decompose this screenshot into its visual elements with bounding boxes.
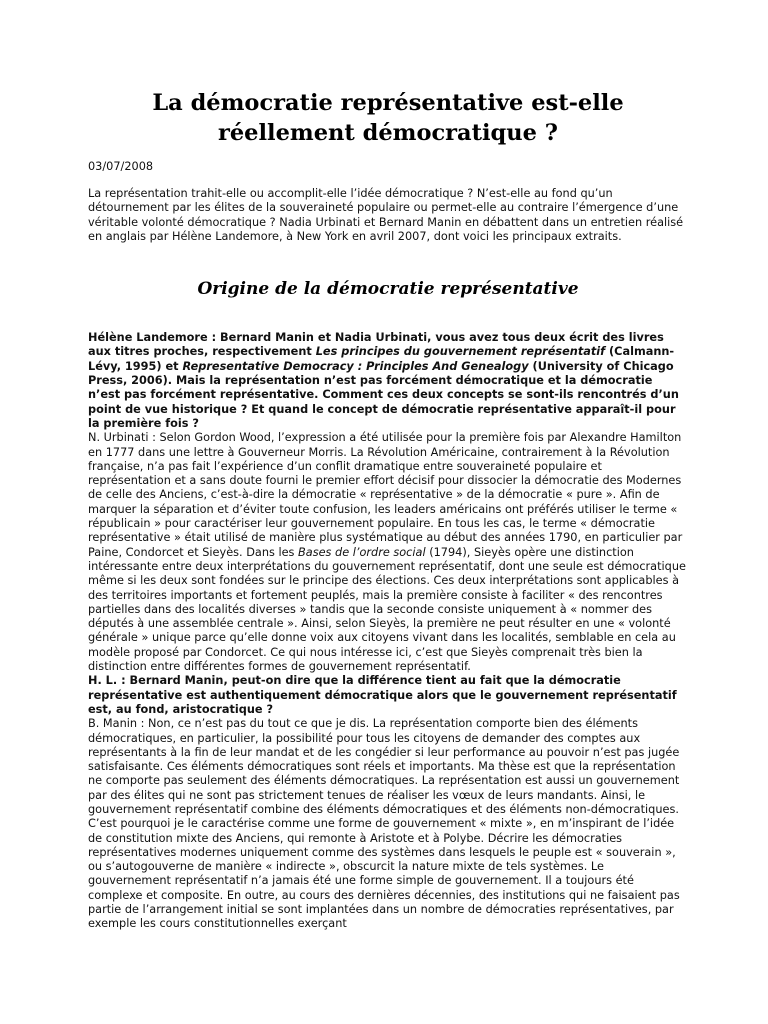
answer-1-text: (1794), Sieyès opère une distinction intéressante entre deux interprétations du gouvernement représentatif, dont une seule est démocratique même si les deux sont fondées sur le principe des élections. Ces deux interprétations sont applicables à des territoires importants et fortement peuplés, mais la première consiste à faciliter « des rencontres partielles dans des localités diverses » tandis que la seconde consiste uniquement à « nommer des députés à une assemblée centrale ». Ainsi, selon Sieyès, la première ne peut résulter en une « volonté générale » unique parce qu’elle donne voix aux citoyens vivant dans les localités, semblable en cela au modèle proposé par Condorcet. Ce qui nous intéresse ici, c’est que Sieyès comprenait très bien la distinction entre différentes formes de gouvernement représentatif. xyxy=(88,545,686,674)
article-title: La démocratie représentative est-elle réellement démocratique ? xyxy=(152,90,624,146)
question-1-text: Hélène Landemore : Bernard Manin et Nadia Urbinati, vous avez tous deux écrit des livres aux titres proches, respectivement xyxy=(88,331,664,359)
question-1-text: (University of Chicago Press, 2006). Mais la représentation n’est pas forcément démocratique et la démocratie n’est pas forcément représentative. Comment ces deux concepts se sont-ils rencontrés d’un point de vue historique ? Et quand le concept de démocratie représentative apparaît-il pour la première fois ? xyxy=(88,359,679,430)
book-title-sieyes: Bases de l’ordre social xyxy=(298,545,426,559)
question-1-text: (Calmann-Lévy, 1995) et xyxy=(88,345,675,373)
book-title-urbinati: Representative Democracy : Principles And Genealogy xyxy=(182,359,529,373)
intro-paragraph: La représentation trahit-elle ou accomplit-elle l’idée démocratique ? N’est-elle au fond qu’un détournement par les élites de la souveraineté populaire ou permet-elle au contraire l’émergence d’une véritable volonté démocratique ? Nadia Urbinati et Bernard Manin en débattent dans un entretien réalisé en anglais par Hélène Landemore, à New York en avril 2007, dont voici les principaux extraits. xyxy=(88,187,684,243)
question-2: H. L. : Bernard Manin, peut-on dire que la différence tient au fait que la démocratie représentative est authentiquement démocratique alors que le gouvernement représentatif est, au fond, aristocratique ? xyxy=(88,674,677,716)
answer-1 xyxy=(88,431,688,674)
publication-date: 03/07/2008 xyxy=(88,160,154,173)
answer-1-text: N. Urbinati : Selon Gordon Wood, l’expression a été utilisée pour la première fois par Alexandre Hamilton en 1777 dans une lettre à Gouverneur Morris. La Révolution Américaine, contrairement à la Révolution française, n’a pas fait l’expérience d’un conflit dramatique entre souveraineté populaire et représentation et a sans doute fourni le premier effort décisif pour dissocier la démocratie des Modernes de celle des Anciens, c’est-à-dire la démocratie « représentative » de la démocratie « pure ». Afin de marquer la séparation et d’éviter toute confusion, les leaders américains ont préférés utiliser le terme « républicain » pour caractériser leur gouvernement populaire. En tous les cas, le terme « démocratie représentative » était utilisé de manière plus systématique au début des années 1790, en particulier par Paine, Condorcet et Sieyès. Dans les xyxy=(88,431,683,559)
section-heading: Origine de la démocratie représentative xyxy=(197,279,579,300)
question-1 xyxy=(88,331,688,431)
book-title-manin: Les principes du gouvernement représentatif xyxy=(315,345,606,359)
answer-2: B. Manin : Non, ce n’est pas du tout ce que je dis. La représentation comporte bien des éléments démocratiques, en particulier, la possibilité pour tous les citoyens de demander des comptes aux représentants à la fin de leur mandat et de les congédier si leur performance au pouvoir n’est pas jugée satisfaisante. Ces éléments démocratiques sont réels et importants. Ma thèse est que la représentation ne comporte pas seulement des éléments démocratiques. La représentation est aussi un gouvernement par des élites qui ne sont pas strictement tenues de réaliser les vœux de leurs mandants. Ainsi, le gouvernement représentatif combine des éléments démocratiques et des éléments non-démocratiques. C’est pourquoi je le caractérise comme une forme de gouvernement « mixte », en m’inspirant de l’idée de constitution mixte des Anciens, qui remonte à Aristote et à Polybe. Décrire les démocraties représentatives modernes uniquement comme des systèmes dans lesquels le peuple est « souverain », ou s’autogouverne de manière « indirecte », obscurcit la nature mixte de tels systèmes. Le gouvernement représentatif n’a jamais été une forme simple de gouvernement. Il a toujours été complexe et composite. En outre, au cours des dernières décennies, des institutions qui ne faisaient pas partie de l’arrangement initial se sont implantées dans un nombre de démocraties représentatives, par exemple les cours constitutionnelles exerçant xyxy=(88,717,680,931)
document-page xyxy=(88,88,688,932)
